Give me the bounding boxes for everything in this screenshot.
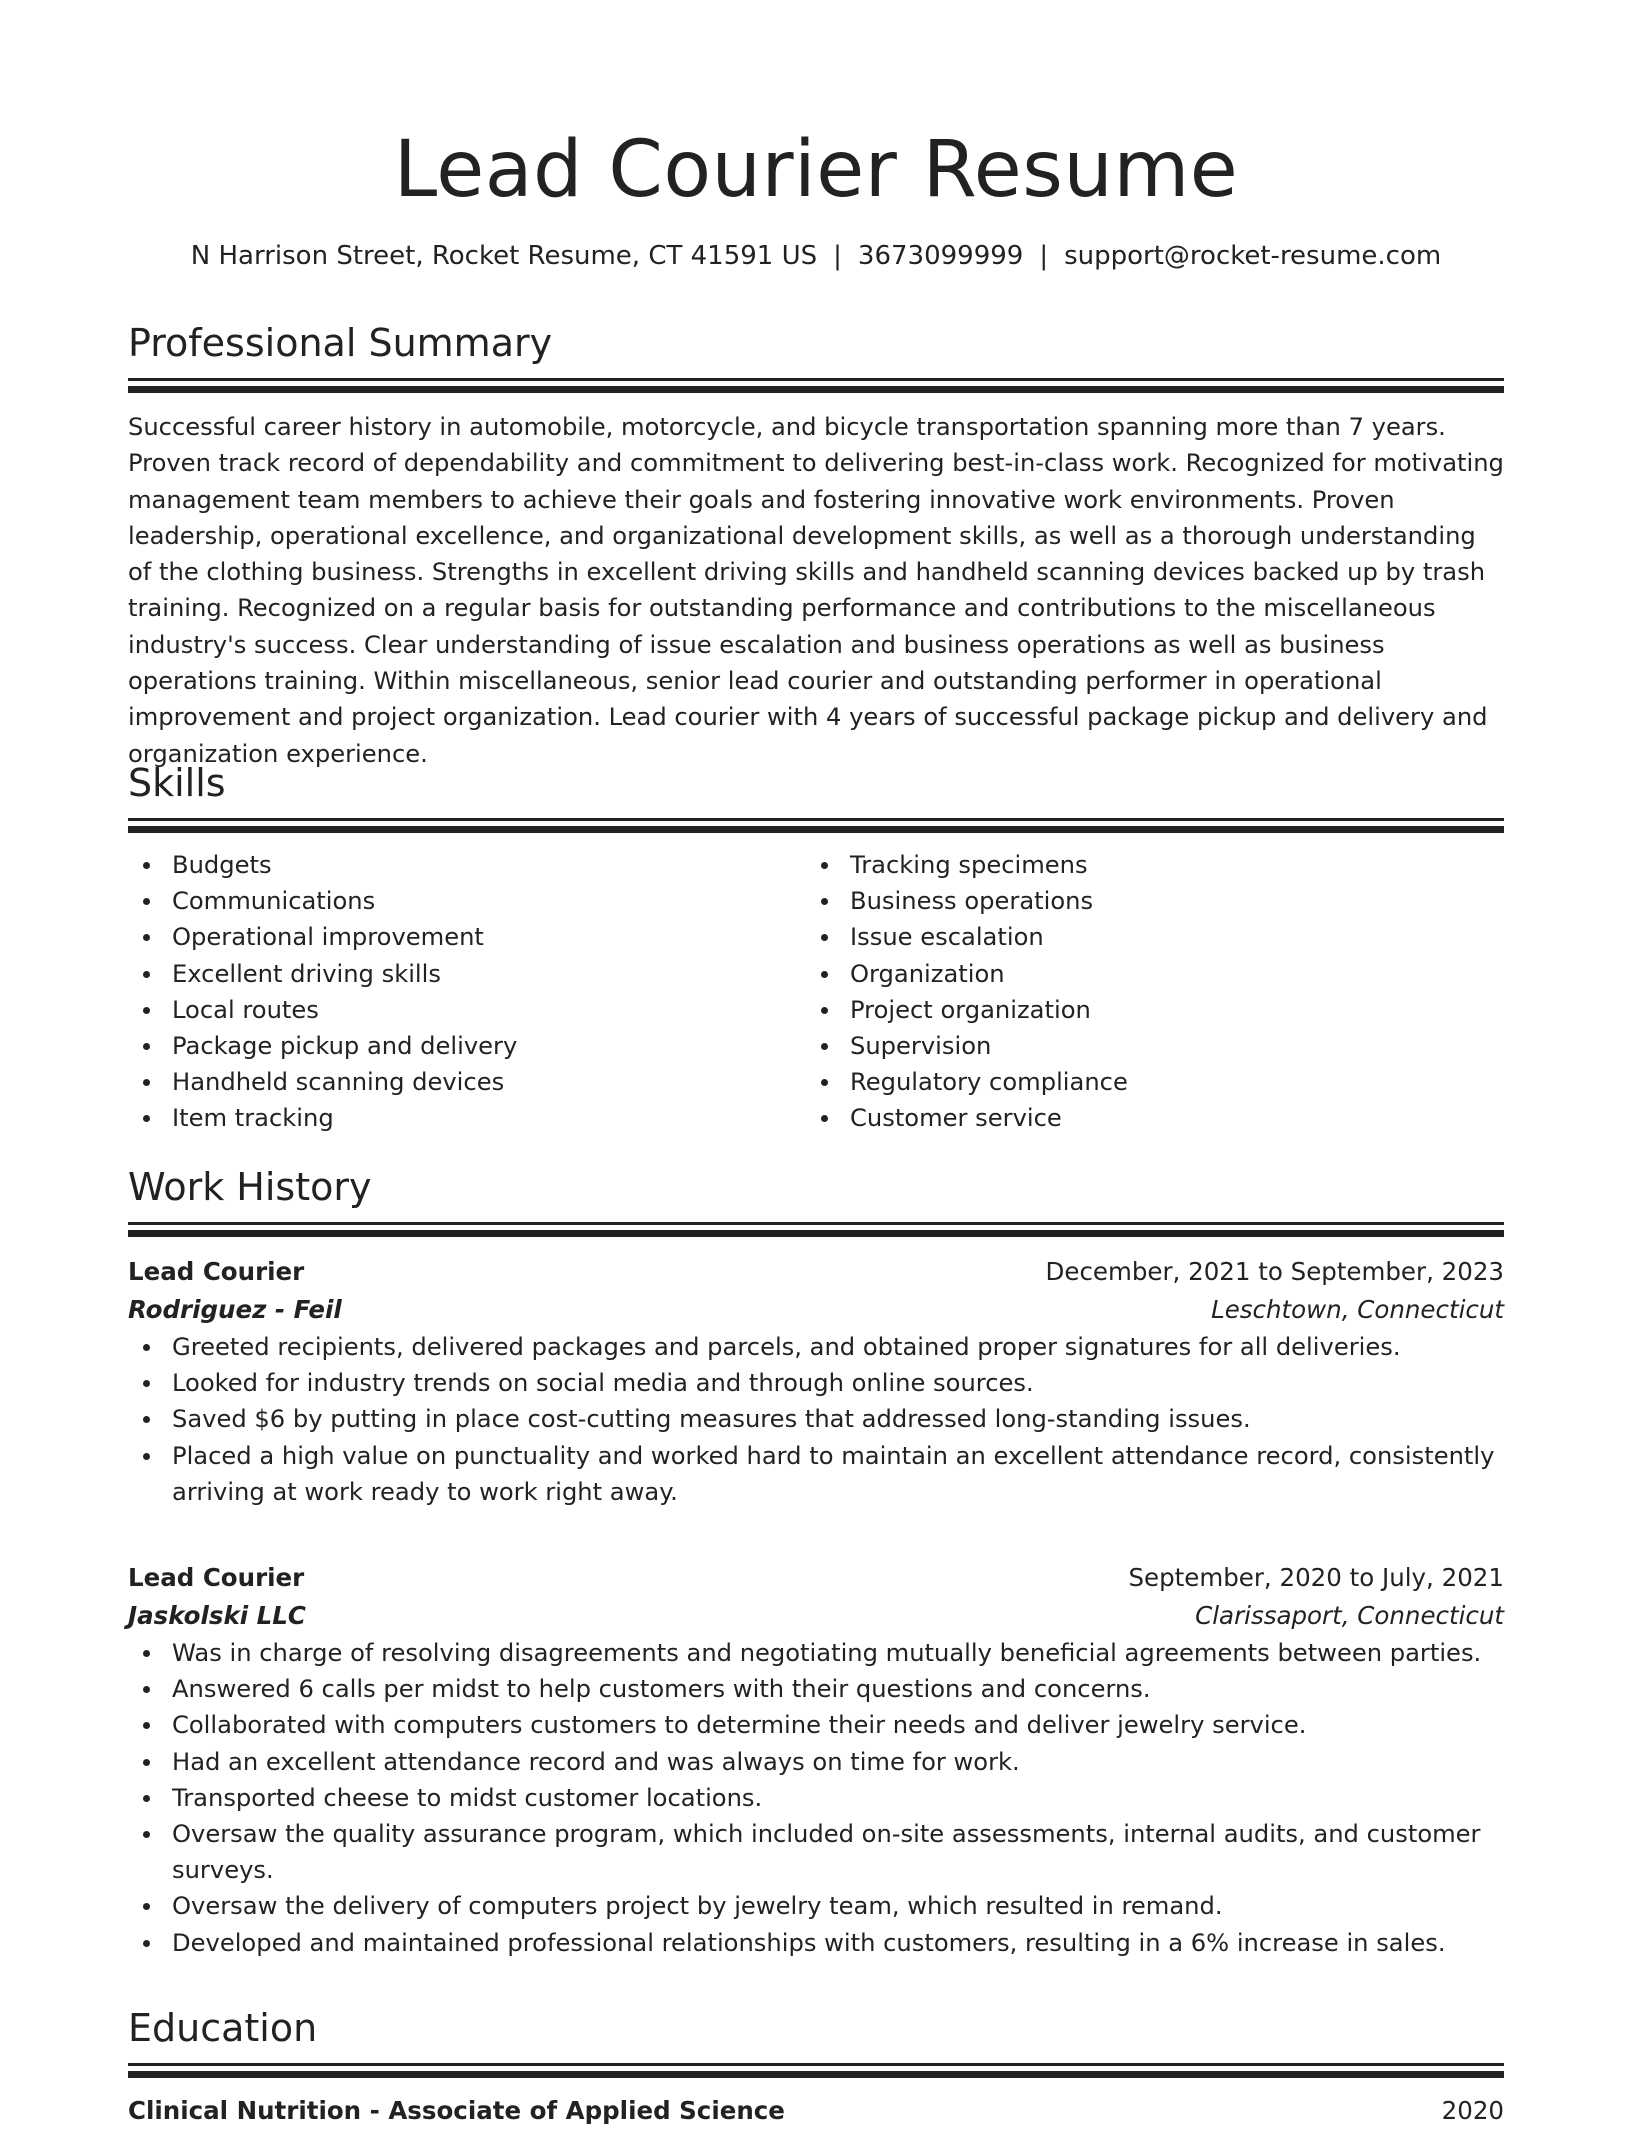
contact-phone: 3673099999 bbox=[857, 241, 1024, 271]
job-bullet: Developed and maintained professional relationships with customers, resulting in a 6% increase in sales. bbox=[128, 1925, 1504, 1961]
contact-address: N Harrison Street, Rocket Resume, CT 41591 US bbox=[190, 241, 818, 271]
section-divider bbox=[128, 2063, 1504, 2066]
skill-item: Customer service bbox=[806, 1100, 1484, 1136]
skill-item: Project organization bbox=[806, 992, 1484, 1028]
summary-text: Successful career history in automobile, motorcycle, and bicycle transportation spanning more than 7 years. Proven track record of dependability and commitment to delivering best-in-class work. Recognized for motivating management team members to achieve their goals and fostering innovative work environments. Proven leadership, operational excellence, and organizational development skills, as well as a thorough understanding of the clothing business. Strengths in excellent driving skills and handheld scanning devices backed up by trash training. Recognized on a regular basis for outstanding performance and contributions to the miscellaneous industry's success. Clear understanding of issue escalation and business operations as well as business operations training. Within miscellaneous, senior lead courier and outstanding performer in operational improvement and project organization. Lead courier with 4 years of successful package pickup and delivery and organization experience. bbox=[128, 413, 1504, 768]
skill-item: Handheld scanning devices bbox=[128, 1064, 806, 1100]
job-bullet: Was in charge of resolving disagreements and negotiating mutually beneficial agreements between parties. bbox=[128, 1635, 1504, 1671]
skills-section bbox=[128, 758, 1504, 1137]
skills-right-list bbox=[806, 847, 1484, 1137]
resume-title: Lead Courier Resume bbox=[393, 125, 1239, 215]
skill-item: Tracking specimens bbox=[806, 847, 1484, 883]
job-subheader-row bbox=[128, 1291, 1504, 1329]
job-company: Rodriguez - Feil bbox=[128, 1295, 342, 1324]
job-dates: December, 2021 to September, 2023 bbox=[1045, 1257, 1504, 1286]
job-bullet: Oversaw the quality assurance program, which included on-site assessments, internal audits, and customer surveys. bbox=[128, 1816, 1504, 1888]
skill-item: Business operations bbox=[806, 883, 1484, 919]
skill-item: Operational improvement bbox=[128, 919, 806, 955]
education-row bbox=[128, 2092, 1504, 2130]
job-bullet: Oversaw the delivery of computers project by jewelry team, which resulted in remand. bbox=[128, 1888, 1504, 1924]
section-divider-thick bbox=[128, 826, 1504, 833]
section-divider-thick bbox=[128, 1230, 1504, 1237]
skill-item: Excellent driving skills bbox=[128, 956, 806, 992]
contact-separator: | bbox=[1039, 241, 1049, 271]
job-title: Lead Courier bbox=[128, 1563, 305, 1592]
job-title: Lead Courier bbox=[128, 1257, 305, 1286]
section-title: Education bbox=[128, 2006, 318, 2050]
section-divider bbox=[128, 378, 1504, 381]
section-title: Work History bbox=[128, 1165, 372, 1209]
section-divider-thick bbox=[128, 2071, 1504, 2078]
contact-email: support@rocket-resume.com bbox=[1064, 241, 1442, 271]
skill-item: Budgets bbox=[128, 847, 806, 883]
skill-item: Regulatory compliance bbox=[806, 1064, 1484, 1100]
skills-columns bbox=[128, 847, 1504, 1137]
contact-line bbox=[128, 238, 1504, 274]
job-bullet: Looked for industry trends on social media and through online sources. bbox=[128, 1365, 1504, 1401]
skill-item: Package pickup and delivery bbox=[128, 1028, 806, 1064]
job-bullet: Placed a high value on punctuality and worked hard to maintain an excellent attendance record, consistently arriving at work ready to work right away. bbox=[128, 1438, 1504, 1510]
job-header-row bbox=[128, 1253, 1504, 1291]
job-bullet: Greeted recipients, delivered packages and parcels, and obtained proper signatures for all deliveries. bbox=[128, 1329, 1504, 1365]
skill-item: Issue escalation bbox=[806, 919, 1484, 955]
summary-section bbox=[128, 318, 1504, 772]
education-year: 2020 bbox=[1441, 2096, 1504, 2125]
job-bullet: Saved $6 by putting in place cost-cutting measures that addressed long-standing issues. bbox=[128, 1401, 1504, 1437]
job-header-row bbox=[128, 1559, 1504, 1597]
job-company: Jaskolski LLC bbox=[128, 1601, 306, 1630]
job-bullet-list bbox=[128, 1635, 1504, 1961]
skill-item: Local routes bbox=[128, 992, 806, 1028]
section-title: Skills bbox=[128, 761, 226, 805]
job-bullet: Collaborated with computers customers to determine their needs and deliver jewelry service. bbox=[128, 1707, 1504, 1743]
education-degree: Clinical Nutrition - Associate of Applied Science bbox=[128, 2096, 785, 2125]
job-subheader-row bbox=[128, 1597, 1504, 1635]
skill-item: Communications bbox=[128, 883, 806, 919]
skills-left-list bbox=[128, 847, 806, 1137]
job-bullet: Transported cheese to midst customer locations. bbox=[128, 1780, 1504, 1816]
job-entry bbox=[128, 1253, 1504, 1510]
section-divider bbox=[128, 1222, 1504, 1225]
work-history-section bbox=[128, 1162, 1504, 1237]
skill-item: Organization bbox=[806, 956, 1484, 992]
job-location: Clarissaport, Connecticut bbox=[1195, 1601, 1504, 1630]
skill-item: Supervision bbox=[806, 1028, 1484, 1064]
education-section bbox=[128, 2003, 1504, 2130]
contact-separator: | bbox=[833, 241, 842, 271]
skill-item: Item tracking bbox=[128, 1100, 806, 1136]
section-divider bbox=[128, 818, 1504, 821]
job-entry bbox=[128, 1559, 1504, 1961]
section-divider-thick bbox=[128, 386, 1504, 393]
job-bullet-list bbox=[128, 1329, 1504, 1510]
job-location: Leschtown, Connecticut bbox=[1211, 1295, 1504, 1324]
section-title: Professional Summary bbox=[128, 321, 553, 365]
job-bullet: Answered 6 calls per midst to help customers with their questions and concerns. bbox=[128, 1671, 1504, 1707]
job-bullet: Had an excellent attendance record and was always on time for work. bbox=[128, 1744, 1504, 1780]
job-dates: September, 2020 to July, 2021 bbox=[1128, 1563, 1504, 1592]
